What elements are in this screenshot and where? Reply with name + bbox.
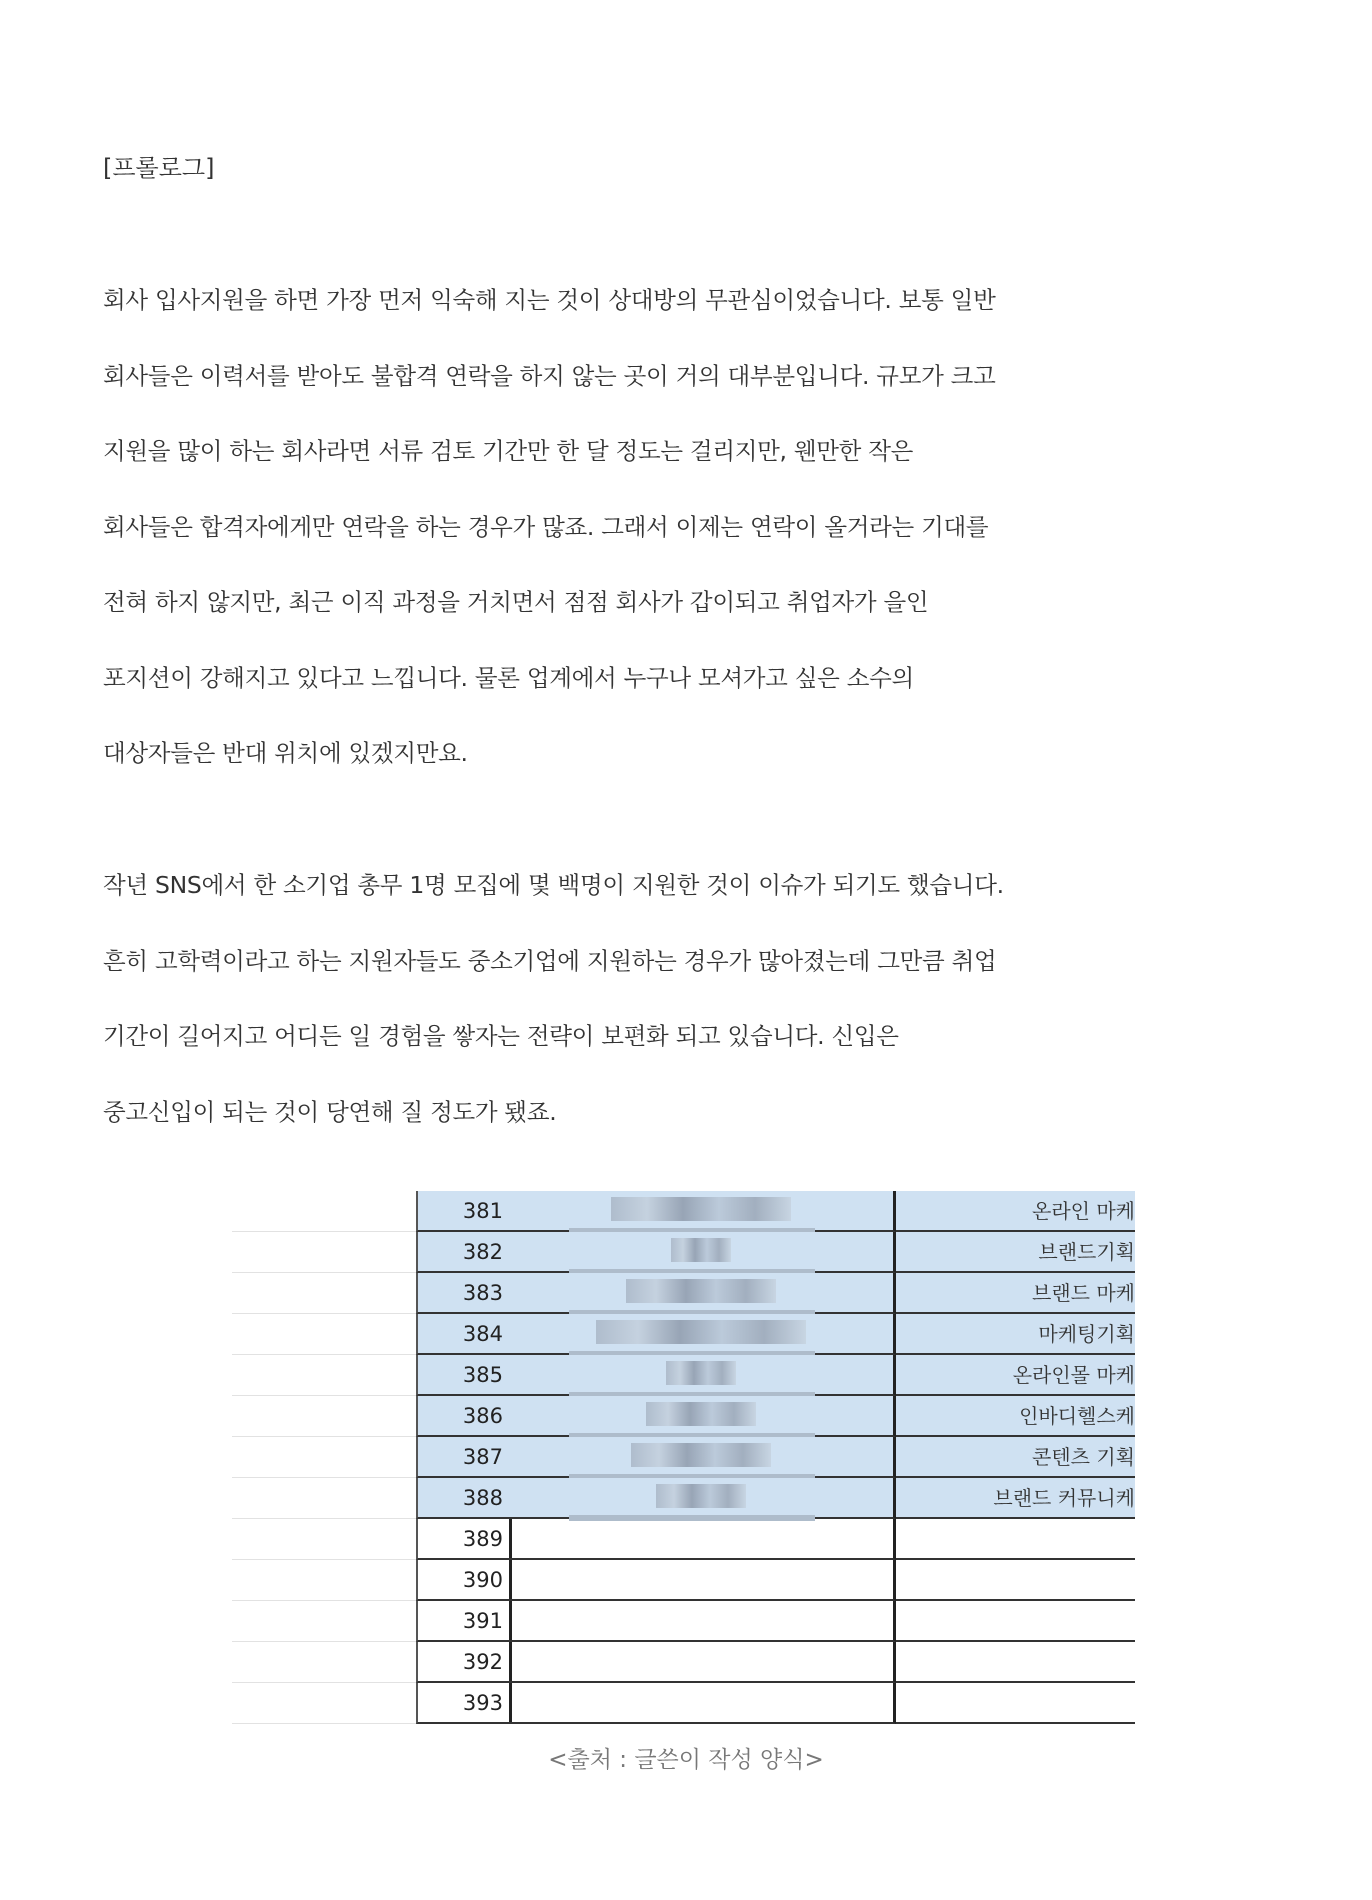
redaction-mosaic [631,1443,771,1467]
company-cell-blurred [509,1314,896,1355]
row-guide-line [232,1723,416,1724]
company-cell-blurred [509,1683,896,1724]
company-cell-blurred [509,1519,896,1560]
table-row [232,1232,1135,1273]
row-number-cell: 385 [416,1355,512,1396]
role-cell [896,1642,1135,1683]
paragraph-line: 회사 입사지원을 하면 가장 먼저 익숙해 지는 것이 상대방의 무관심이었습니다. 보통 일반 [103,286,996,314]
company-cell-blurred [509,1478,896,1519]
row-number-cell: 392 [416,1642,512,1683]
company-cell-blurred [509,1437,896,1478]
table-row [232,1601,1135,1642]
paragraph-line: 회사들은 합격자에게만 연락을 하는 경우가 많죠. 그래서 이제는 연락이 올거라는 기대를 [103,512,989,541]
company-cell-blurred [509,1560,896,1601]
table-row [232,1355,1135,1396]
row-number-cell: 389 [416,1519,512,1560]
role-cell: 콘텐츠 기획 [896,1437,1135,1478]
paragraph-line: 전혀 하지 않지만, 최근 이직 과정을 거치면서 점점 회사가 갑이되고 취업자가 을인 [103,588,929,616]
paragraph-line: 포지션이 강해지고 있다고 느낍니다. 물론 업계에서 누구나 모셔가고 싶은 소수의 [103,663,914,692]
table-row [232,1478,1135,1519]
role-cell: 마케팅기획 [896,1314,1135,1355]
redaction-mosaic [671,1238,731,1262]
role-cell: 온라인몰 마케 [896,1355,1135,1396]
paragraph-2 [103,868,1004,1170]
role-cell [896,1683,1135,1724]
table-row [232,1396,1135,1437]
table-row [232,1519,1135,1560]
role-cell: 브랜드기획 [896,1232,1135,1273]
company-cell-blurred [509,1396,896,1437]
table-row [232,1683,1135,1724]
role-cell [896,1601,1135,1642]
spreadsheet-screenshot [232,1199,1135,1715]
row-number-cell: 383 [416,1273,512,1314]
paragraph-line: 대상자들은 반대 위치에 있겠지만요. [103,739,468,767]
row-number-cell: 381 [416,1191,512,1232]
redaction-mosaic [656,1484,746,1508]
company-cell-blurred [509,1191,896,1232]
paragraph-1 [103,283,995,812]
paragraph-line: 기간이 길어지고 어디든 일 경험을 쌓자는 전략이 보편화 되고 있습니다. 신입은 [103,1022,899,1050]
company-cell-blurred [509,1232,896,1273]
role-cell: 브랜드 커뮤니케 [896,1478,1135,1519]
company-cell-blurred [509,1273,896,1314]
row-number-cell: 393 [416,1683,512,1724]
figure-caption: <출처 : 글쓴이 작성 양식> [548,1747,824,1773]
table-row [232,1560,1135,1601]
redaction-mosaic [646,1402,756,1426]
paragraph-line: 중고신입이 되는 것이 당연해 질 정도가 됐죠. [103,1097,557,1126]
row-number-cell: 391 [416,1601,512,1642]
table-row [232,1642,1135,1683]
section-heading: [프롤로그] [103,154,215,182]
paragraph-line: 흔히 고학력이라고 하는 지원자들도 중소기업에 지원하는 경우가 많아졌는데 그만큼 취업 [103,946,997,975]
spreadsheet-rows [232,1191,1135,1724]
paragraph-line: 회사들은 이력서를 받아도 불합격 연락을 하지 않는 곳이 거의 대부분입니다. 규모가 크고 [103,361,996,390]
company-cell-blurred [509,1355,896,1396]
row-number-cell: 382 [416,1232,512,1273]
row-number-cell: 388 [416,1478,512,1519]
table-row [232,1273,1135,1314]
role-cell [896,1560,1135,1601]
row-number-cell: 384 [416,1314,512,1355]
role-cell: 브랜드 마케 [896,1273,1135,1314]
redaction-mosaic [666,1361,736,1385]
role-cell: 온라인 마케 [896,1191,1135,1232]
table-row [232,1437,1135,1478]
redaction-mosaic [626,1279,776,1303]
paragraph-line: 작년 SNS에서 한 소기업 총무 1명 모집에 몇 백명이 지원한 것이 이슈가 되기도 했습니다. [103,871,1004,899]
row-number-cell: 386 [416,1396,512,1437]
role-cell: 인바디헬스케 [896,1396,1135,1437]
row-number-cell: 387 [416,1437,512,1478]
redaction-mosaic [611,1197,791,1221]
role-cell [896,1519,1135,1560]
company-cell-blurred [509,1642,896,1683]
company-cell-blurred [509,1601,896,1642]
paragraph-line: 지원을 많이 하는 회사라면 서류 검토 기간만 한 달 정도는 걸리지만, 웬만한 작은 [103,437,914,465]
table-row [232,1191,1135,1232]
redaction-mosaic [596,1320,806,1344]
table-row [232,1314,1135,1355]
row-number-cell: 390 [416,1560,512,1601]
